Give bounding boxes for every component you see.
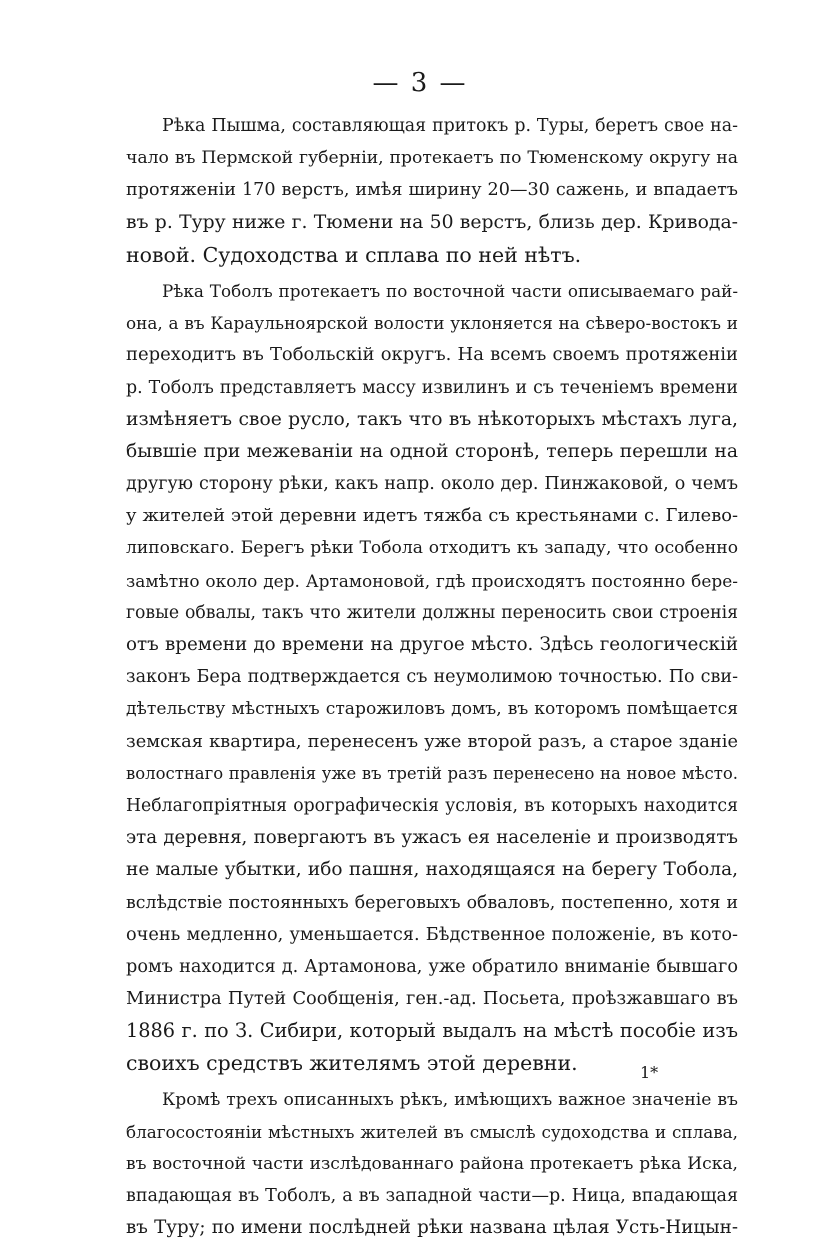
text-line: земская квартира, перенесенъ уже второй разъ, а старое зданіе — [126, 730, 738, 752]
text-line: благосостояніи мѣстныхъ жителей въ смыслѣ судоходства и сплава, — [126, 1121, 738, 1142]
text-line: не малые убытки, ибо пашня, находящаяся на берегу Тобола, — [126, 859, 738, 881]
text-line: протяженіи 170 верстъ, имѣя ширину 20—30 сажень, и впадаетъ — [126, 180, 738, 201]
text-line: другую сторону рѣки, какъ напр. около дер. Пинжаковой, о чемъ — [126, 474, 738, 495]
text-line: ромъ находится д. Артамонова, уже обратило вниманіе бывшаго — [126, 956, 738, 977]
text-line: Кромѣ трехъ описанныхъ рѣкъ, имѣющихъ важное значеніе въ — [162, 1089, 738, 1110]
text-line: въ восточной части изслѣдованнаго района протекаетъ рѣка Иска, — [126, 1154, 738, 1174]
text-line: въ р. Туру ниже г. Тюмени на 50 верстъ, близь дер. Криводa- — [126, 211, 738, 233]
text-line: р. Тоболъ представляетъ массу извилинъ и съ теченіемъ времени — [126, 377, 738, 398]
text-line: отъ времени до времени на другое мѣсто. Здѣсь геологическій — [126, 634, 738, 655]
text-line: Рѣка Тоболъ протекаетъ по восточной части описываемаго рай- — [162, 280, 738, 301]
text-line: въ Туру; по имени послѣдней рѣки названа цѣлая Усть-Ницын- — [126, 1217, 738, 1239]
paragraph-pyshma — [126, 110, 738, 271]
text-line: чало въ Пермской губерніи, протекаетъ по Тюменскому округу на — [126, 148, 738, 169]
text-line: измѣняетъ свое русло, такъ что въ нѣкоторыхъ мѣстахъ луга, — [126, 408, 738, 430]
text-line: волостнаго правленія уже въ третій разъ перенесено на новое мѣсто. — [126, 763, 738, 783]
text-line: дѣтельству мѣстныхъ старожиловъ домъ, въ которомъ помѣщается — [126, 699, 738, 720]
text-line: бывшіе при межеваніи на одной сторонѣ, теперь перешли на — [126, 440, 738, 462]
text-line: у жителей этой деревни идетъ тяжба съ крестьянами с. Гилево- — [126, 505, 738, 527]
page-number: — 3 — — [372, 68, 468, 98]
text-line: очень медленно, уменьшается. Бѣдственное положеніе, въ кото- — [126, 924, 738, 945]
text-line: она, а въ Караульноярской волости уклоняется на сѣверо-востокъ и — [126, 313, 738, 334]
text-line: Неблагопріятныя орографическія условія, въ которыхъ находится — [126, 795, 738, 816]
text-line: Министра Путей Сообщенія, ген.-ад. Посьета, проѣзжавшаго въ — [126, 988, 738, 1010]
text-line: говые обвалы, такъ что жители должны переносить свои строенія — [126, 602, 738, 623]
text-line: 1886 г. по З. Сибири, который выдалъ на мѣстѣ пособіе изъ — [126, 1019, 738, 1043]
text-line: переходитъ въ Тобольскій округъ. На всемъ своемъ протяженіи — [126, 344, 738, 366]
text-line: новой. Судоходства и сплава по ней нѣтъ. — [126, 242, 582, 267]
text-line: вслѣдствіе постоянныхъ береговыхъ обваловъ, постепенно, хотя и — [126, 892, 738, 913]
text-line: эта деревня, повергаютъ въ ужасъ ея населеніе и производятъ — [126, 827, 738, 849]
text-line: Рѣка Пышма, составляющая притокъ р. Туры, беретъ свое на- — [162, 116, 738, 136]
text-line: липовскаго. Берегъ рѣки Тобола отходитъ къ западу, что особенно — [126, 538, 738, 559]
text-line: своихъ средствъ жителямъ этой деревни. — [126, 1051, 578, 1076]
paragraph-other-rivers — [126, 1084, 738, 1245]
paragraph-tobol — [126, 275, 738, 1080]
signature-mark: 1* — [640, 1063, 659, 1082]
text-line: впадающая въ Тоболъ, а въ западной части—р. Ница, впадающая — [126, 1186, 738, 1207]
text-line: замѣтно около дер. Артамоновой, гдѣ происходятъ постоянно бере- — [126, 570, 738, 591]
text-line: законъ Бера подтверждается съ неумолимою точностью. По сви- — [126, 667, 738, 688]
